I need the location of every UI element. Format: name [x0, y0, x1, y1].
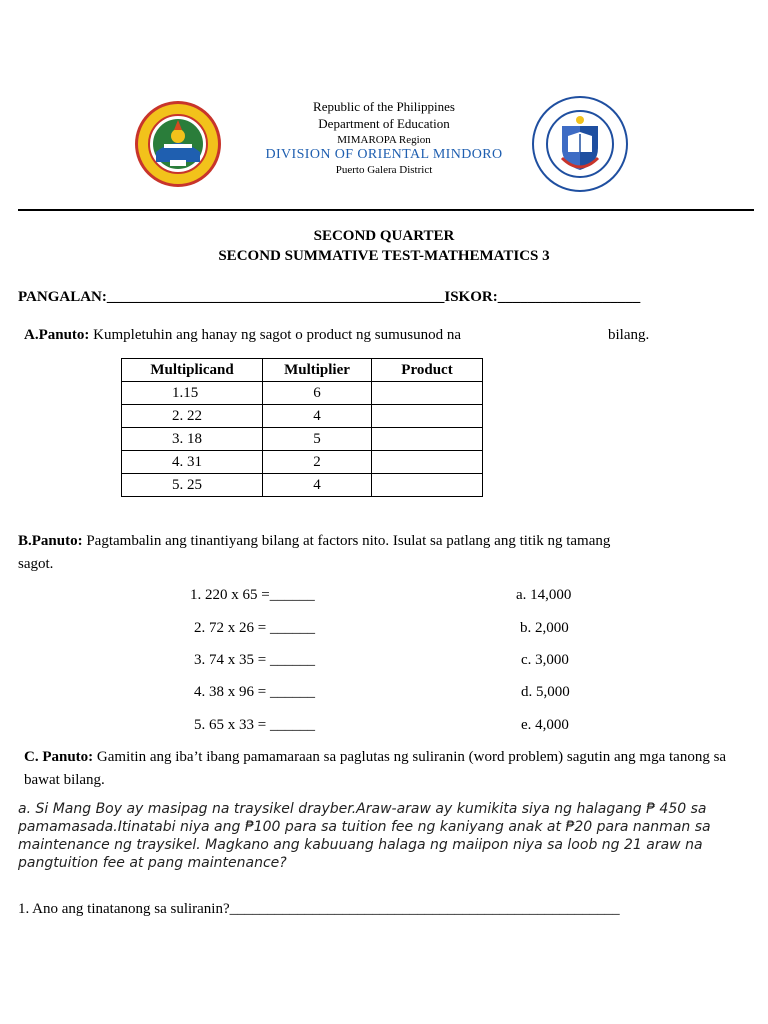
table-row — [122, 474, 483, 497]
part-c-label: C. Panuto: — [24, 749, 94, 765]
header-product: Product — [372, 359, 483, 382]
part-b-text: Pagtambalin ang tinantiyang bilang at factors nito. Isulat sa patlang ang titik ng tamang — [86, 533, 611, 549]
multiplier-cell: 6 — [263, 382, 372, 405]
estimate-problem[interactable]: 3. 74 x 35 = ______ — [194, 652, 315, 668]
part-c-instruction — [24, 746, 754, 792]
answer-option: d. 5,000 — [521, 684, 570, 700]
multiplicand-cell: 5. 25 — [122, 474, 263, 497]
part-b-text-line2: sagot. — [18, 556, 54, 572]
header-republic: Republic of the Philippines — [313, 99, 455, 114]
header-divider — [18, 209, 754, 211]
header-division: DIVISION OF ORIENTAL MINDORO — [265, 147, 503, 162]
multiplicand-cell: 2. 22 — [122, 405, 263, 428]
part-c-text: Gamitin ang iba’t ibang pamamaraan sa paglutas ng suliranin (word problem) sagutin ang mga tanong sa bawat bilang. — [24, 749, 727, 788]
answer-option: e. 4,000 — [521, 717, 569, 733]
multiplicand-cell: 1.15 — [122, 382, 263, 405]
part-a-text: Kumpletuhin ang hanay ng sagot o product ng sumusunod na — [93, 327, 462, 343]
estimate-problem[interactable]: 4. 38 x 96 = ______ — [194, 684, 315, 700]
part-a-instruction — [24, 327, 461, 344]
quarter-title: SECOND QUARTER — [313, 228, 455, 244]
product-answer-cell[interactable] — [372, 428, 483, 451]
product-answer-cell[interactable] — [372, 382, 483, 405]
header-region: MIMAROPA Region — [337, 134, 431, 146]
part-b-label: B.Panuto: — [18, 533, 83, 549]
estimate-problem[interactable]: 5. 65 x 33 = ______ — [194, 717, 315, 733]
question-1[interactable]: 1. Ano ang tinatanong sa suliranin?____________________________________________________ — [18, 901, 620, 917]
part-a-label: A.Panuto: — [24, 327, 90, 343]
multiplier-cell: 4 — [263, 405, 372, 428]
answer-option: a. 14,000 — [516, 587, 572, 603]
header-multiplier: Multiplier — [263, 359, 372, 382]
test-title: SECOND SUMMATIVE TEST-MATHEMATICS 3 — [218, 248, 550, 264]
table-row — [122, 451, 483, 474]
table-header-row — [122, 359, 483, 382]
product-answer-cell[interactable] — [372, 405, 483, 428]
answer-option: c. 3,000 — [521, 652, 569, 668]
header-department: Department of Education — [318, 116, 450, 131]
estimate-problem[interactable]: 1. 220 x 65 =______ — [190, 587, 315, 603]
header-district: Puerto Galera District — [335, 164, 433, 176]
name-score-line[interactable]: PANGALAN:_____________________________________________ISKOR:___________________ — [18, 289, 641, 305]
header-multiplicand: Multiplicand — [122, 359, 263, 382]
answer-option: b. 2,000 — [520, 620, 569, 636]
estimate-problem[interactable]: 2. 72 x 26 = ______ — [194, 620, 315, 636]
multiplicand-cell: 3. 18 — [122, 428, 263, 451]
table-row — [122, 428, 483, 451]
product-answer-cell[interactable] — [372, 474, 483, 497]
multiplier-cell: 5 — [263, 428, 372, 451]
table-row — [122, 382, 483, 405]
part-b-instruction — [18, 533, 610, 550]
multiplication-table — [121, 358, 483, 497]
table-row — [122, 405, 483, 428]
multiplier-cell: 4 — [263, 474, 372, 497]
part-a-text-tail: bilang. — [608, 327, 650, 343]
product-answer-cell[interactable] — [372, 451, 483, 474]
multiplicand-cell: 4. 31 — [122, 451, 263, 474]
multiplier-cell: 2 — [263, 451, 372, 474]
word-problem-story: a. Si Mang Boy ay masipag na traysikel drayber.Araw-araw ay kumikita siya ng halagang ₱ 450 sa pamamasada.Itinatabi niya ang ₱100 para sa tuition fee ng kaniyang anak at ₱20 para nanman sa maintenance ng traysikel. Magkano ang kabuuang halaga ng maiipon niya sa loob ng 21 araw na pangtuition fee at pang maintenance? — [18, 801, 711, 871]
